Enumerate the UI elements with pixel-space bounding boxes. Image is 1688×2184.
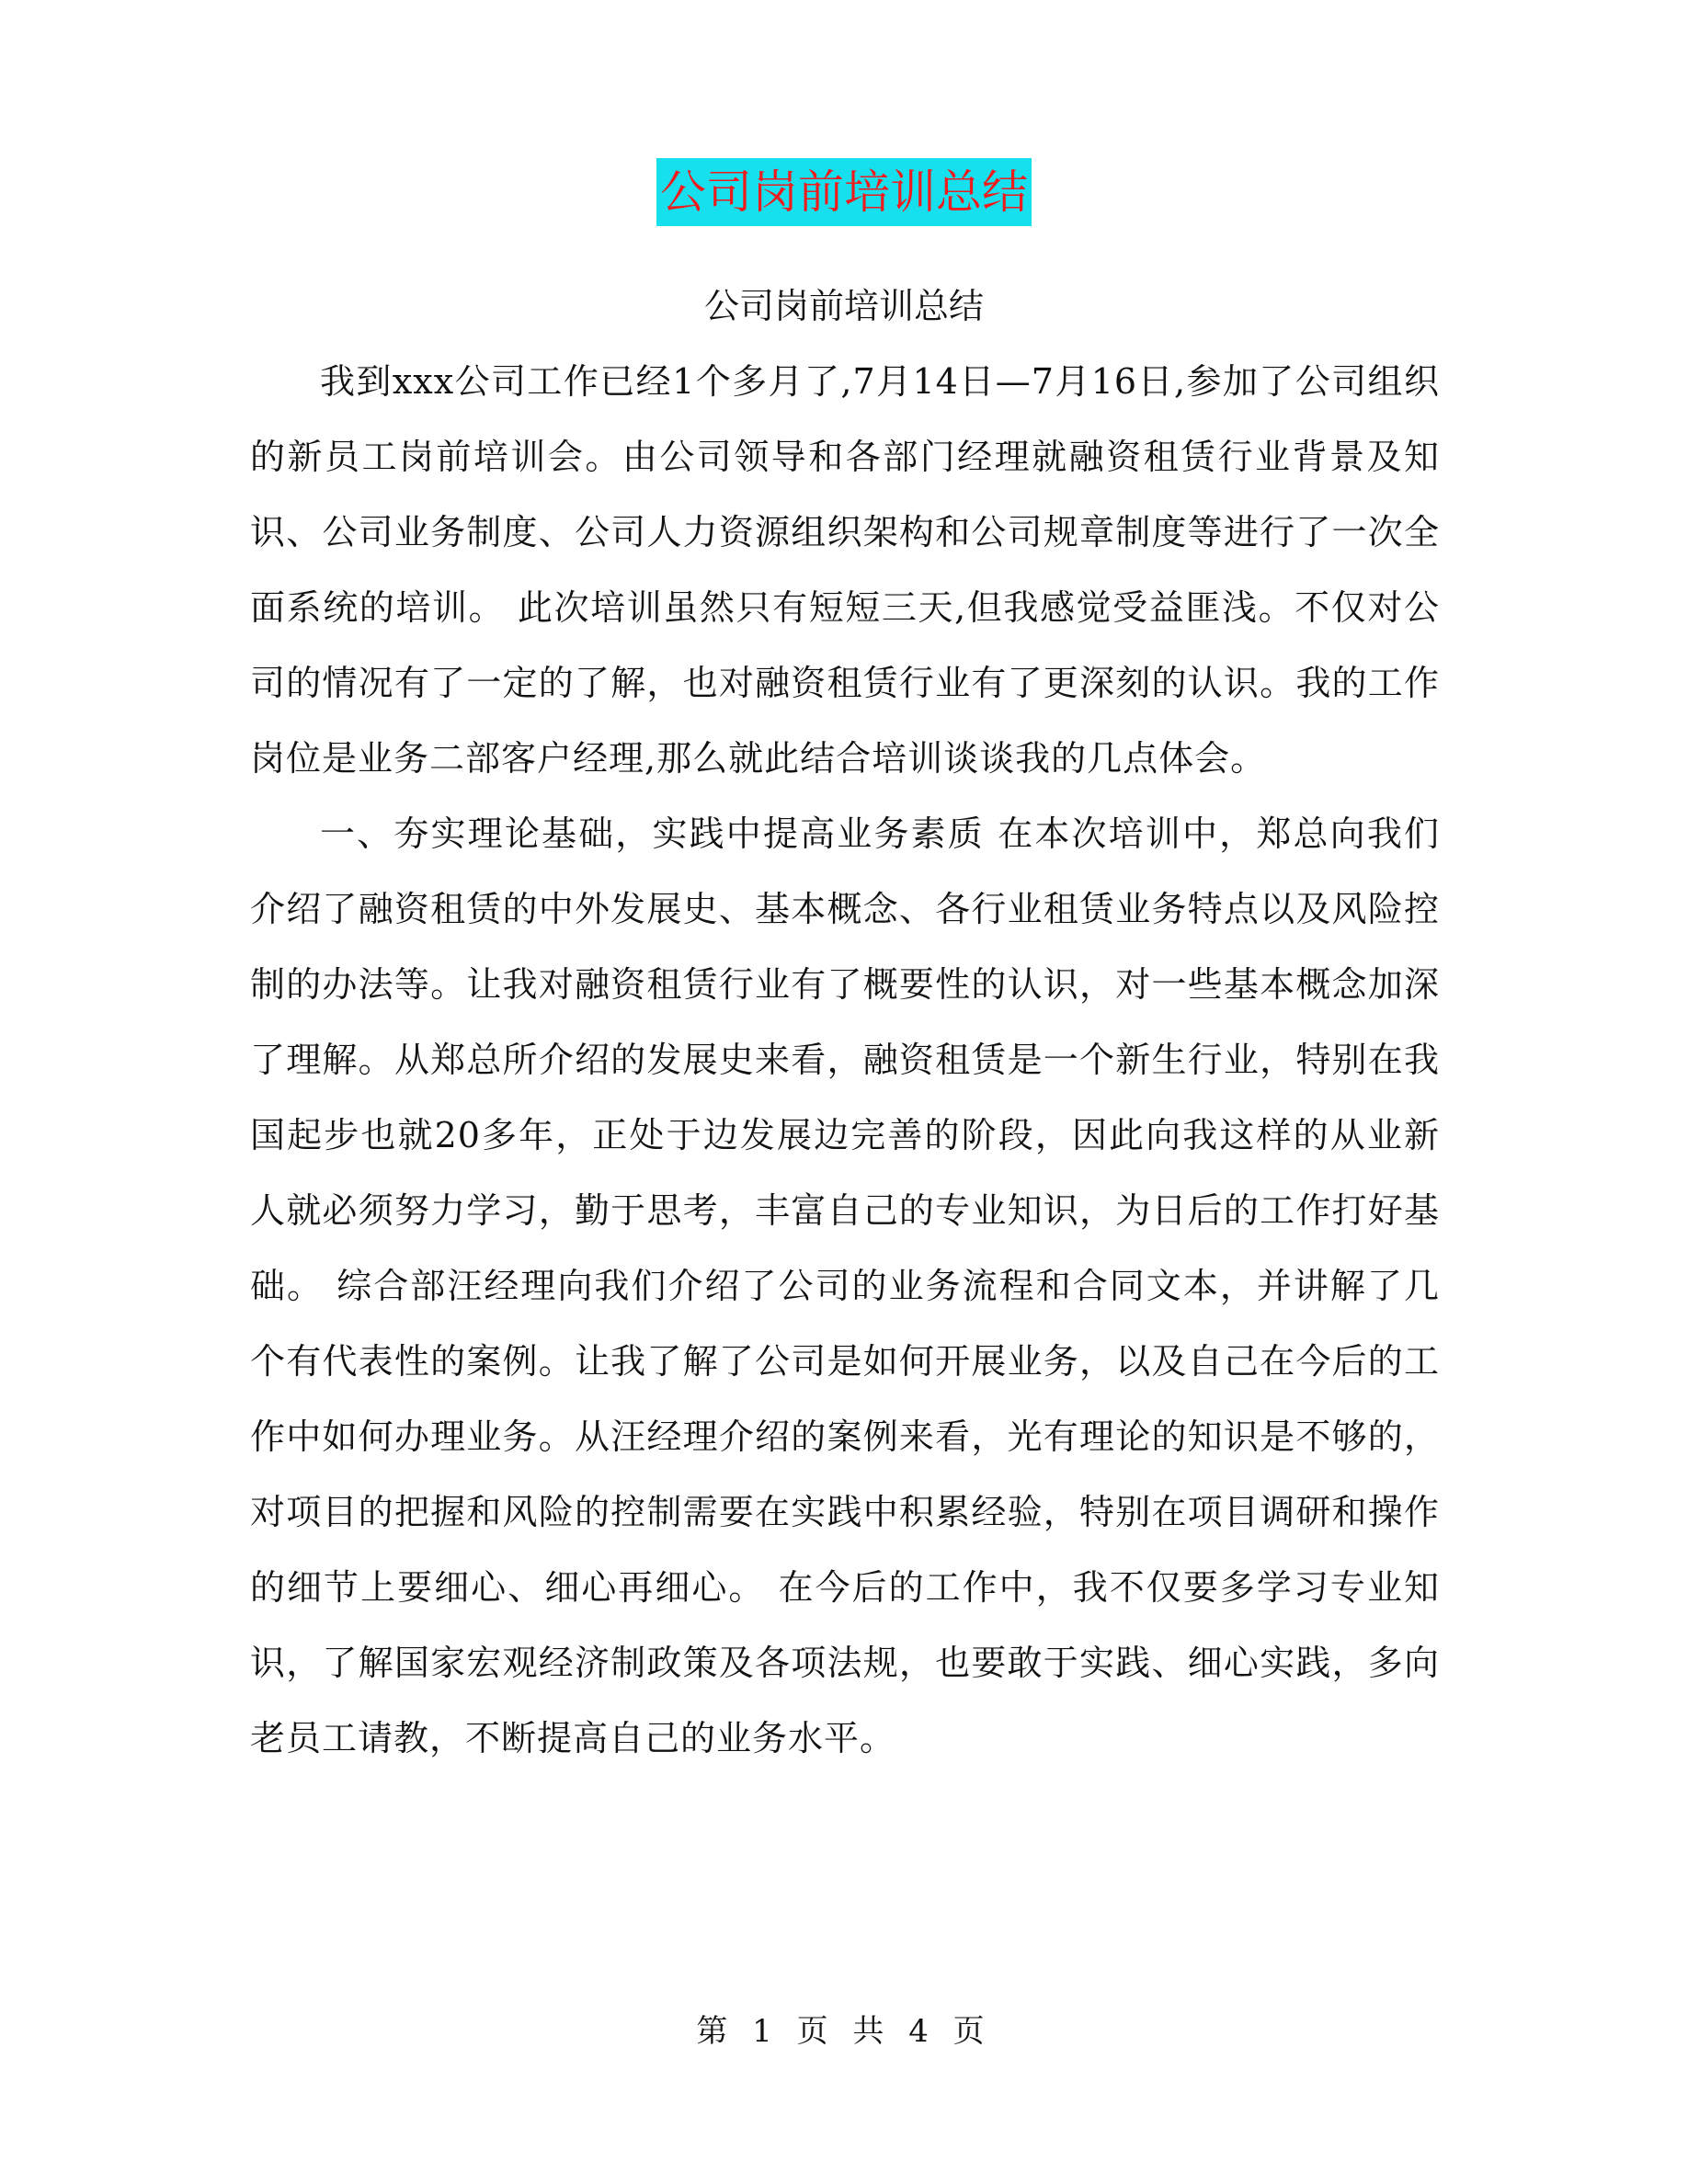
document-title [0, 158, 1688, 233]
page-footer: 第 1 页 共 4 页 [696, 2013, 992, 2050]
document-body [250, 344, 1440, 1776]
document-subtitle: 公司岗前培训总结 [703, 286, 984, 326]
paragraph-intro: 我到xxx公司工作已经1个多月了,7月14日—7月16日,参加了公司组织的新员工岗前培训会。由公司领导和各部门经理就融资租赁行业背景及知识、公司业务制度、公司人力资源组织架构和公司规章制度等进行了一次全面系统的培训。 此次培训虽然只有短短三天,但我感觉受益匪浅。不仅对公司的情况有了一定的了解，也对融资租赁行业有了更深刻的认识。我的工作岗位是业务二部客户经理,那么就此结合培训谈谈我的几点体会。 [250, 361, 1440, 779]
document-title-text: 公司岗前培训总结 [656, 158, 1032, 226]
paragraph-section-one: 一、夯实理论基础，实践中提高业务素质 在本次培训中，郑总向我们介绍了融资租赁的中外发展史、基本概念、各行业租赁业务特点以及风险控制的办法等。让我对融资租赁行业有了概要性的认识，对一些基本概念加深了理解。从郑总所介绍的发展史来看，融资租赁是一个新生行业，特别在我国起步也就20多年，正处于边发展边完善的阶段，因此向我这样的从业新人就必须努力学习，勤于思考，丰富自己的专业知识，为日后的工作打好基础。 综合部汪经理向我们介绍了公司的业务流程和合同文本，并讲解了几个有代表性的案例。让我了解了公司是如何开展业务，以及自己在今后的工作中如何办理业务。从汪经理介绍的案例来看，光有理论的知识是不够的，对项目的把握和风险的控制需要在实践中积累经验，特别在项目调研和操作的细节上要细心、细心再细心。 在今后的工作中，我不仅要多学习专业知识，了解国家宏观经济制政策及各项法规，也要敢于实践、细心实践，多向老员工请教，不断提高自己的业务水平。 [250, 813, 1440, 1758]
